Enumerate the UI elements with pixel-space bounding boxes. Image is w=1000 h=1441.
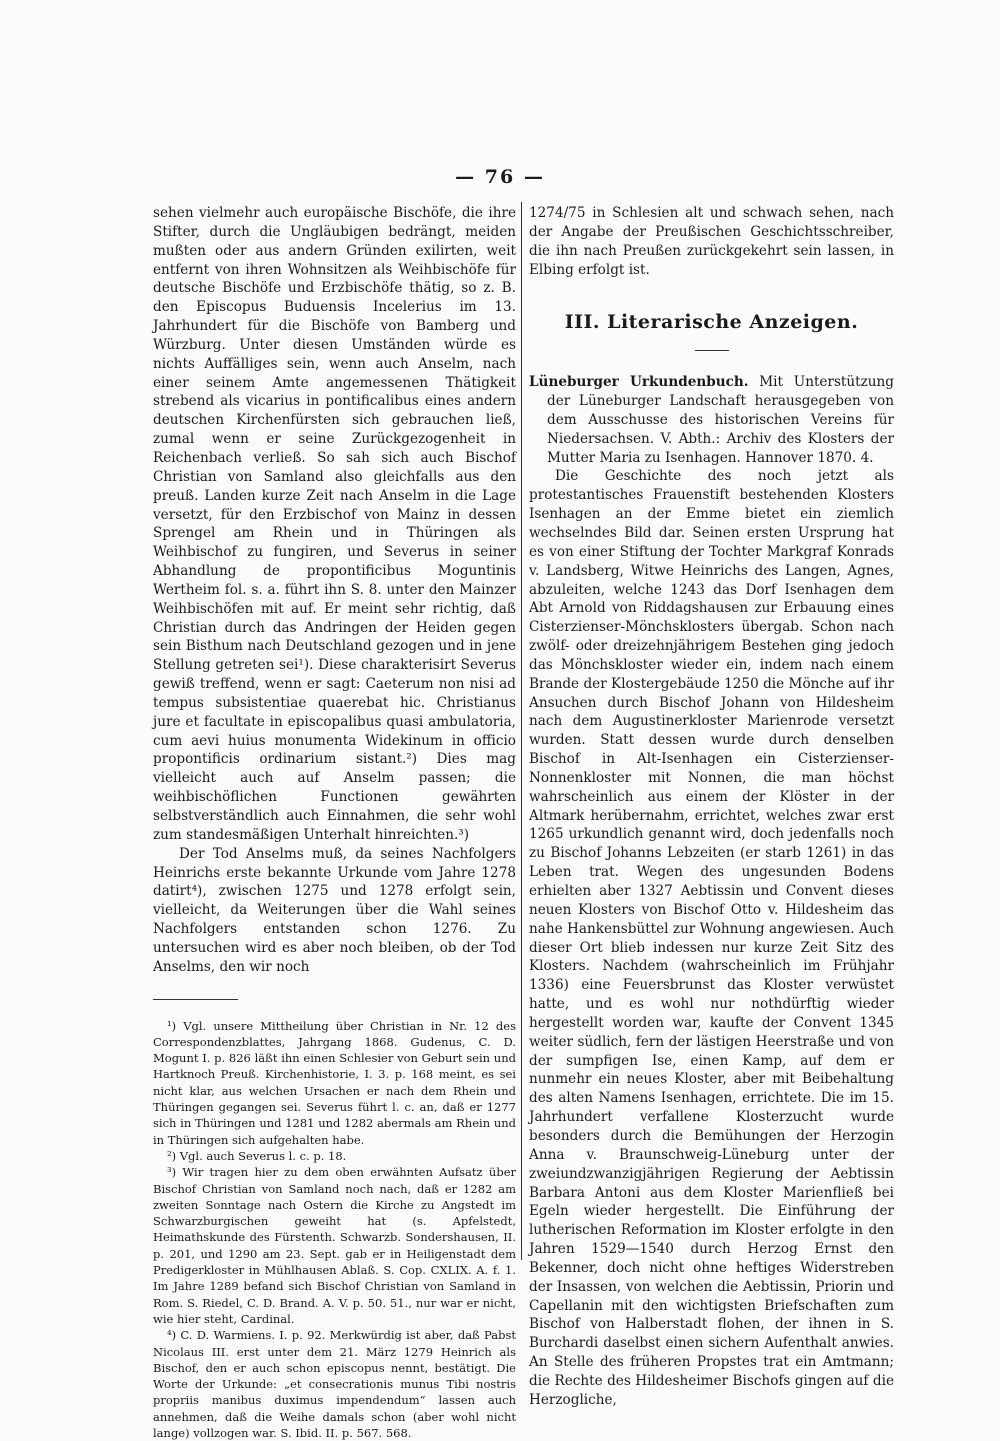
left-column xyxy=(153,204,516,1441)
right-column xyxy=(529,204,894,1410)
body-paragraph: sehen vielmehr auch europäische Bischöfe, die ihre Stifter, durch die Ungläubigen bedrängt, meiden mußten oder aus andern Gründen exilirten, weit entfernt von ihren Wohnsitzen als Weihbischöfe für deutsche Bischöfe und Erzbischöfe thätig, so z. B. den Episcopus Buduensis Incelerius im 13. Jahrhundert für die Bischöfe von Bamberg und Würzburg. Unter diesen Umständen würde es nichts Auffälliges sein, wenn auch Anselm, nach einer seinem Amte angemessenen Thätigkeit strebend als vicarius in pontificalibus eines andern deutschen Kirchenfürsten sich gebrauchen ließ, zumal wenn er seine Zurückgezogenheit in Reichenbach verließ. So sah sich auch Bischof Christian von Samland also gleichfalls aus den preuß. Landen kurze Zeit nach Anselm in die Lage versetzt, für den Erzbischof von Mainz in dessen Sprengel am Rhein und in Thüringen als Weihbischof zu fungiren, und Severus in seiner Abhandlung de propontificibus Moguntinis Wertheim fol. s. a. führt ihn S. 8. unter den Mainzer Weihbischöfen mit auf. Er meint sehr richtig, daß Christian durch das Andringen der Heiden gegen sein Bisthum nach Deutschland gezogen und in jene Stellung getreten sei¹). Diese charakterisirt Severus gewiß treffend, wenn er sagt: Caeterum non nisi ad tempus subsistentiae quaerebat hic. Christianus jure et facultate in episcopalibus quasi ambulatoria, cum aevi huius monumenta Widekinum in officio propontificis ordinarium sistant.²) Dies mag vielleicht auch auf Anselm passen; die weihbischöflichen Functionen gewährten selbstverständlich auch Einnahmen, die sehr wohl zum standesmäßigen Unterhalt hinreichten.³) xyxy=(153,205,516,843)
page-number: — 76 — xyxy=(455,166,545,188)
body-paragraph: Der Tod Anselms muß, da seines Nachfolgers Heinrichs erste bekannte Urkunde vom Jahre 1278 datirt⁴), zwischen 1275 und 1278 erfolgt sein, vielleicht, da Weiterungen über die Wahl seines Nachfolgers entstanden schon 1276. Zu untersuchen wird es aber noch bleiben, ob der Tod Anselms, den wir noch xyxy=(153,845,516,975)
body-paragraph: 1274/75 in Schlesien alt und schwach sehen, nach der Angabe der Preußischen Geschichtsschreiber, die ihn nach Preußen zurückgekehrt sein lassen, in Elbing erfolgt ist. xyxy=(529,205,894,278)
body-paragraph: Die Geschichte des noch jetzt als protestantisches Frauenstift bestehenden Klosters Isenhagen an der Emme bietet ein ziemlich wechselndes Bild dar. Seinen ersten Ursprung hat es von einer Stiftung der Tochter Markgraf Konrads v. Landsberg, Witwe Heinrichs des Langen, Agnes, abzuleiten, welche 1243 das Dorf Isenhagen dem Abt Arnold von Riddagshausen zur Erbauung eines Cisterzienser-Mönchsklosters übergab. Schon nach zwölf- oder dreizehnjährigem Bestehen ging jedoch das Mönchskloster wieder ein, indem nach einem Brande der Klostergebäude 1250 die Mönche auf ihr Ansuchen durch Bischof Johann von Hildesheim nach dem Augustinerkloster Marienrode versetzt wurden. Statt dessen wurde durch denselben Bischof in Alt-Isenhagen ein Cisterzienser-Nonnenkloster mit Nonnen, die man höchst wahrscheinlich aus einem der Klöster in der Altmark herübernahm, errichtet, welches zwar erst 1265 urkundlich genannt wird, doch jedenfalls noch zu Bischof Johanns Lebzeiten (er starb 1261) in das Leben trat. Wegen des ungesunden Bodens erhielten aber 1327 Aebtissin und Convent dieses neuen Klosters von Bischof Otto v. Hildesheim das nahe Hankensbüttel zur Wohnung angewiesen. Auch dieser Ort blieb indessen nur kurze Zeit Sitz des Klosters. Nachdem (wahrscheinlich im Frühjahr 1336) eine Feuersbrunst das Kloster verwüstet hatte, und es wohl nur nothdürftig wieder hergestellt worden war, kaufte der Convent 1345 weiter südlich, fern der lästigen Heerstraße und von der sumpfigen Ise, einen Kamp, auf dem er nunmehr ein neues Kloster, aber mit Beibehaltung des alten Namens Isenhagen, errichtete. Die im 15. Jahrhundert verfallene Klosterzucht wurde besonders durch die Bemühungen der Herzogin Anna v. Braunschweig-Lüneburg unter der zweiundzwanzigjährigen Regierung der Aebtissin Barbara Antoni aus dem Kloster Marienfließ bei Egeln wieder hergestellt. Die Einführung der lutherischen Reformation im Kloster erfolgte in den Jahren 1529—1540 durch Herzog Ernst den Bekenner, doch nicht ohne heftiges Widerstreben der Insassen, von welchen die Aebtissin, Priorin und Capellanin mit den wichtigsten Briefschaften zum Bischof von Halberstadt flohen, der ihnen in S. Burchardi daselbst einen sichern Aufenthalt anwies. An Stelle des früheren Propstes trat ein Amtmann; die Rechte des Hildesheimer Bischofs gingen auf die Herzogliche, xyxy=(529,468,894,1408)
footnote-divider xyxy=(153,999,238,1000)
footnotes xyxy=(153,1018,516,1441)
footnote: ¹) Vgl. unsere Mittheilung über Christian in Nr. 12 des Correspondenzblattes, Jahrgang 1868. Gudenus, C. D. Mogunt I. p. 826 läßt ihn einen Schlesier von Geburt sein und Hartknoch Preuß. Kirchenhistorie, I. 3. p. 168 meint, es sei nicht klar, aus welchen Ursachen er nach dem Rhein und Thüringen gegangen sei. Severus führt l. c. an, daß er 1277 sich in Thüringen und 1281 und 1282 abermals am Rhein und in Thüringen sich aufgehalten habe. xyxy=(153,1018,516,1147)
review-details: Mit Unterstützung der Lüneburger Landschaft herausgegeben von dem Ausschusse des historischen Vereins für Niedersachsen. V. Abth.: Archiv des Klosters der Mutter Maria zu Isenhagen. Hannover 1870. 4. xyxy=(547,374,894,466)
review-title: Lüneburger Urkundenbuch. xyxy=(529,374,749,391)
footnote: ²) Vgl. auch Severus l. c. p. 18. xyxy=(167,1148,347,1163)
footnote: ³) Wir tragen hier zu dem oben erwähnten Aufsatz über Bischof Christian von Samland noch nach, daß er 1282 am zweiten Sonntage nach Ostern die Kirche zu Angstedt im Schwarzburgischen geweiht hat (s. Apfelstedt, Heimathskunde des Fürstenth. Schwarzb. Sondershausen, II. p. 201, und 1290 am 23. Sept. gab er in Heiligenstadt dem Predigerkloster in Mühlhausen Ablaß. S. Cop. CXLIX. A. f. 1. Im Jahre 1289 befand sich Bischof Christian von Samland in Rom. S. Riedel, C. D. Brand. A. V. p. 50. 51., nur war er nicht, wie hier steht, Cardinal. xyxy=(153,1165,516,1326)
footnote: ⁴) C. D. Warmiens. I. p. 92. Merkwürdig ist aber, daß Pabst Nicolaus III. erst unter dem 21. März 1279 Heinrich als Bischof, den er auch schon episcopus nennt, bestätigt. Die Worte der Urkunde: „et consecrationis munus Tibi nostris propriis manibus duximus impendendum“ lassen auch annehmen, daß die Weihe damals schon (aber wohl nicht lange) vollzogen war. S. Ibid. II. p. 567. 568. xyxy=(153,1328,516,1441)
section-heading: III. Literarische Anzeigen. xyxy=(564,311,859,334)
column-divider xyxy=(521,202,522,1260)
review-header xyxy=(529,373,894,467)
heading-divider xyxy=(695,350,729,351)
